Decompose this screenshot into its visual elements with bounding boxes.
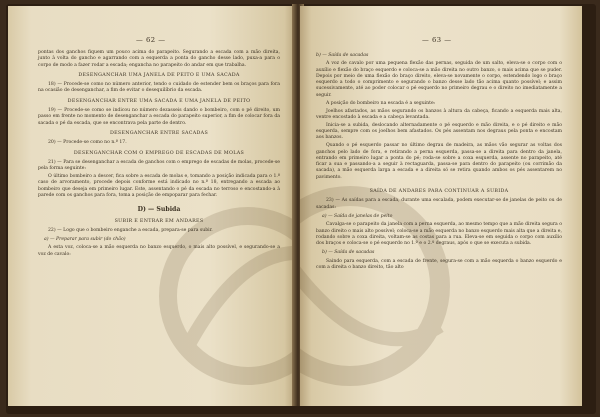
paragraph: O último bombeiro a descer, fica sobre a escada de molas e, tomando a posição indicada para o 1.º caso de arvoramento, procede depois conforme está indicado no n.º 18, entregando a escada ao bombeiro que deseja em primeiro lugar. Este, assentando o pé da escada no terroso e encostando-a à parede com os ganchos para fora, toma a posição de empoparar para fechar.	[38, 174, 280, 198]
page-number-left: — 62 —	[136, 36, 166, 44]
paragraph: A posição do bombeiro na escada é a seguinte:	[326, 100, 436, 106]
paragraph: Inicia-se a subida, deslocando alternadamente o pé esquerdo e mão direita, e o pé direito e mão esquerda, sempre com os joelhos bem afastados. Os pés assentam nos degraus pela ponta e encostam aos banzos.	[316, 122, 562, 141]
paragraph: Cavalga-se o parapeito da janela com a perna esquerda, ao mesmo tempo que a mão direita segura o banzo direito o mais alto possível; coloca-se a mão esquerda no banzo esquerdo mais alta que a direita e, rodando sobre a coxa direita, voltam-se as costas para a rua. Eleva-se em seguida o corpo com auxílio dos braços e coloca-se o pé esquerdo no 1.º e o 2.º degraus, após o que se executa a subida.	[316, 222, 563, 247]
heading: DESENGANCHAR COM O EMPREGO DE ESCADAS DE MOLAS	[73, 150, 245, 156]
heading: DESENGANCHAR ENTRE SACADAS	[109, 130, 209, 136]
paragraph: A esta voz, coloca-se a mão esquerda no banzo esquerdo, o mais alto possível, e segurando-se a voz de cavalo:	[38, 245, 280, 257]
right-text-column	[316, 50, 562, 273]
heading: DESENGANCHAR ENTRE UMA SACADA E UMA JANELA DE PEITO	[67, 98, 251, 104]
heading: DESENGANCHAR UMA JANELA DE PEITO E UMA SACADA	[78, 72, 240, 78]
section-title: D) — Subida	[137, 206, 181, 214]
paragraph: 21) — Para se desenganchar a escada de ganchos com o emprego de escadas de molas, procede-se pela forma seguinte:	[38, 159, 280, 172]
paragraph: 20) — Procede-se como no n.º 17.	[48, 140, 127, 146]
page-number-right: — 63 —	[422, 36, 452, 44]
subheading: a) — Saída de janelas de peito	[322, 213, 393, 219]
paragraph: Saindo para esquerda, com a escada de frente, segura-se com a mão esquerda o banzo esquerdo e com a direita o banzo direito, tão alto	[316, 258, 562, 270]
paragraph: 23) — As saídas para a escada, durante uma escalada, podem executar-se de janelas de peito ou de sacadas:	[316, 198, 562, 210]
paragraph: Quando o pé esquerdo passar no último degrau de madeira, as mãos vão segurar as voltas dos ganchos pelo lado de fora, e retirando a perna esquerda, passa-se a direita para dentro da janela, entrando em primeiro lugar a ponta do pé; roda-se sobre a coxa esquerda, assente no parapeito, até ficar a sua e passando-a a seguir à rectaguarda, passa-se para dentro do parapeito (ou corrimão da sacada), a mão esquerda larga a escada e a direita só se retira quando ambos os pés assentarem no pavimento.	[316, 143, 562, 180]
paragraph: Joelhos afastados, as mãos segurando os banzos à altura da cabeça, ficando a esquerda mais alta, ventre encostado à escada e a cabeça levantada.	[316, 108, 562, 120]
paragraph: 18) — Procede-se como no número anterior, tendo o cuidado de estender bem os braços para fora na ocasião de desenganchar, a fim de evitar o desequilíbrio da escada.	[38, 82, 280, 94]
paragraph: 19) — Procede-se como se indicou no número dezasseis dando o bombeiro, com o pé direito, um passo em frente no momento de desenganchar a escada do parapeito superior, a fim de colocar fora da sacada o pé da escada, que se encontrava pela parte de dentro.	[38, 108, 280, 126]
paragraph: 22) — Logo que o bombeiro enganche a escada, prepara-se para subir.	[48, 227, 213, 233]
paragraph: A voz de cavalo por uma pequena flexão das pernas, seguida de um salto, eleva-se o corpo com o auxílio e flexão do braço esquerdo e coloca-se a mão direita no outro banzo, o mais acima que se puder. Depois por meio de uma flexão do braço direito, eleva-se novamente o corpo, estendendo logo o braço esquerdo a todo o comprimento e segurando o banzo desse lado tão acima quanto possível; e assim sucessivamente, até ao poder colocar o pé esquerdo no primeiro degrau e o direito no imediatamente a seguir.	[316, 61, 562, 98]
heading: SUBIR E ENTRAR EM ANDARES	[114, 218, 204, 224]
paragraph: pontas dos ganchos fiquem um pouco acima do parapeito. Segurando a escada com a mão direita, junto à volta do gancho e agarrando com a esquerda a ponta do gancho desse lado, puxa-a para o corpo de modo a fazer rodar a escada; engancha no parapeito do andar em que trabalha.	[38, 50, 280, 68]
heading: SAÍDA DE ANDARES PARA CONTINUAR A SUBIDA	[369, 189, 509, 195]
right-page	[300, 6, 582, 406]
subheading: b) — Saída de sacadas	[322, 250, 375, 256]
subheading: a) — Preparar para subir (do chão)	[44, 237, 126, 243]
left-page	[8, 6, 296, 406]
left-text-column	[38, 50, 280, 260]
subheading: b) — Saída de sacadas	[316, 53, 369, 58]
